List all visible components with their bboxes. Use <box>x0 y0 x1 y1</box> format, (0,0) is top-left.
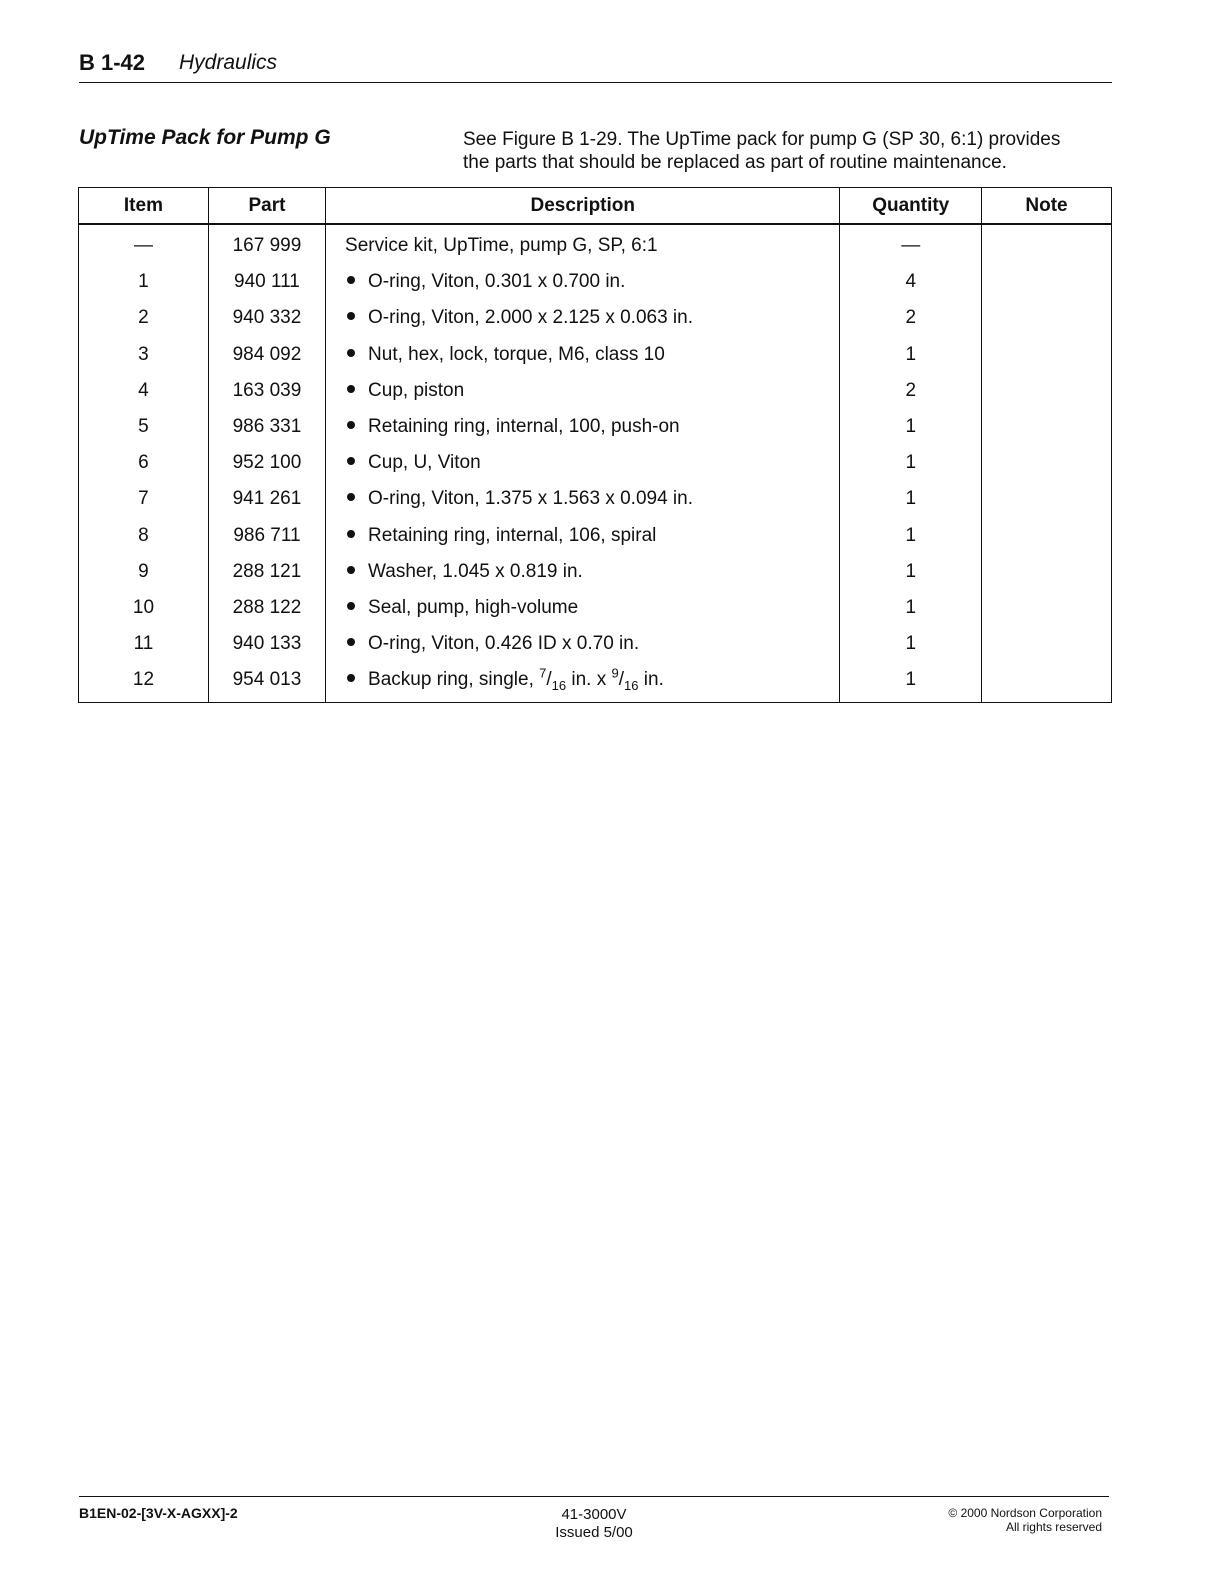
item-cell: 12 <box>79 662 209 703</box>
table-row <box>79 626 1112 662</box>
description-cell: Backup ring, single, $^7/_{16}$ in. x $^9/_{16}$ in. <box>326 662 840 703</box>
note-cell <box>981 662 1111 703</box>
note-cell <box>981 445 1111 481</box>
table-row <box>79 554 1112 590</box>
description-text: O-ring, Viton, 0.426 ID x 0.70 in. <box>368 633 640 655</box>
bullet-icon <box>347 674 355 682</box>
item-cell: 5 <box>79 409 209 445</box>
description-text: Retaining ring, internal, 106, spiral <box>368 524 657 546</box>
page-code: B 1-42 <box>79 50 146 75</box>
quantity-cell: 1 <box>840 554 982 590</box>
description-cell <box>326 409 840 445</box>
description-text: O-ring, Viton, 1.375 x 1.563 x 0.094 in. <box>368 488 693 510</box>
bullet-icon <box>347 276 355 284</box>
issue-date: Issued 5/00 <box>555 1524 633 1541</box>
parts-table-body <box>79 224 1112 703</box>
description-text: Cup, U, Viton <box>368 452 481 474</box>
item-cell: 8 <box>79 518 209 554</box>
item-cell: 6 <box>79 445 209 481</box>
rights-line: All rights reserved <box>1005 1520 1102 1534</box>
item-cell: 9 <box>79 554 209 590</box>
bullet-icon <box>347 457 355 465</box>
bullet-icon <box>347 566 355 574</box>
description-cell <box>326 445 840 481</box>
bullet-icon <box>347 638 355 646</box>
table-row <box>79 373 1112 409</box>
note-cell <box>981 409 1111 445</box>
section-title: UpTime Pack for Pump G <box>79 126 331 149</box>
description-cell <box>326 337 840 373</box>
bullet-icon <box>347 530 355 538</box>
item-cell: 4 <box>79 373 209 409</box>
part-number-cell: 163 039 <box>208 373 325 409</box>
description-cell <box>326 224 840 264</box>
header-note: Note <box>981 188 1111 225</box>
table-row <box>79 300 1112 336</box>
part-number-cell: 941 261 <box>208 481 325 517</box>
bullet-icon <box>347 312 355 320</box>
description-cell <box>326 590 840 626</box>
manual-number: 41-3000V <box>561 1506 627 1523</box>
description-text: in. x <box>566 669 612 691</box>
page-header <box>79 48 1112 83</box>
item-cell: 11 <box>79 626 209 662</box>
quantity-cell: 1 <box>840 626 982 662</box>
part-number-cell: 288 122 <box>208 590 325 626</box>
item-cell: 10 <box>79 590 209 626</box>
bullet-icon <box>347 421 355 429</box>
note-cell <box>981 554 1111 590</box>
table-row <box>79 264 1112 300</box>
intro-line: See Figure B 1-29. The UpTime pack for pump G (SP 30, 6:1) provides <box>463 129 1061 150</box>
fraction-numerator: 7 <box>539 666 547 682</box>
table-row <box>79 662 1112 703</box>
description-cell <box>326 373 840 409</box>
note-cell <box>981 626 1111 662</box>
quantity-cell: 1 <box>840 590 982 626</box>
description-text: Retaining ring, internal, 100, push-on <box>368 416 680 438</box>
table-row <box>79 409 1112 445</box>
copyright-line: © 2000 Nordson Corporation <box>948 1506 1102 1520</box>
part-number-cell: 986 331 <box>208 409 325 445</box>
quantity-cell: 1 <box>840 481 982 517</box>
description-cell <box>326 300 840 336</box>
description-text: in. <box>638 669 664 691</box>
description-text: O-ring, Viton, 0.301 x 0.700 in. <box>368 271 626 293</box>
header-description: Description <box>326 188 840 225</box>
quantity-cell: 2 <box>840 300 982 336</box>
item-cell: 1 <box>79 264 209 300</box>
bullet-icon <box>347 602 355 610</box>
quantity-cell: 1 <box>840 662 982 703</box>
item-cell: 2 <box>79 300 209 336</box>
header-quantity: Quantity <box>840 188 982 225</box>
description-cell <box>326 626 840 662</box>
quantity-cell: 1 <box>840 518 982 554</box>
description-text: Nut, hex, lock, torque, M6, class 10 <box>368 343 665 365</box>
fraction-denominator: 16 <box>624 678 639 694</box>
manual-info <box>519 1506 669 1542</box>
bullet-icon <box>347 349 355 357</box>
header-part: Part <box>208 188 325 225</box>
table-row <box>79 518 1112 554</box>
quantity-cell: — <box>840 224 982 264</box>
note-cell <box>981 337 1111 373</box>
bullet-icon <box>347 385 355 393</box>
header-item: Item <box>79 188 209 225</box>
quantity-cell: 2 <box>840 373 982 409</box>
note-cell <box>981 300 1111 336</box>
bullet-icon <box>347 493 355 501</box>
document-code: B1EN-02-[3V-X-AGXX]-2 <box>79 1505 238 1521</box>
item-cell: 7 <box>79 481 209 517</box>
part-number-cell: 984 092 <box>208 337 325 373</box>
description-text: O-ring, Viton, 2.000 x 2.125 x 0.063 in. <box>368 307 693 329</box>
note-cell <box>981 518 1111 554</box>
note-cell <box>981 264 1111 300</box>
table-row <box>79 445 1112 481</box>
item-cell: — <box>79 224 209 264</box>
description-text: Cup, piston <box>368 379 465 401</box>
copyright-notice <box>948 1506 1102 1534</box>
quantity-cell: 1 <box>840 337 982 373</box>
note-cell <box>981 481 1111 517</box>
fraction-numerator: 9 <box>611 666 619 682</box>
description-text: Seal, pump, high-volume <box>368 596 579 618</box>
part-number-cell: 940 133 <box>208 626 325 662</box>
description-text: Service kit, UpTime, pump G, SP, 6:1 <box>345 235 658 257</box>
table-row <box>79 481 1112 517</box>
description-cell <box>326 481 840 517</box>
table-row <box>79 224 1112 264</box>
description-text: Washer, 1.045 x 0.819 in. <box>368 560 583 582</box>
part-number-cell: 940 332 <box>208 300 325 336</box>
note-cell <box>981 224 1111 264</box>
parts-table <box>78 187 1112 703</box>
table-row <box>79 337 1112 373</box>
description-cell <box>326 264 840 300</box>
table-header-row <box>79 188 1112 225</box>
note-cell <box>981 373 1111 409</box>
description-text: Backup ring, single, <box>368 669 540 691</box>
part-number-cell: 940 111 <box>208 264 325 300</box>
table-row <box>79 590 1112 626</box>
quantity-cell: 1 <box>840 445 982 481</box>
intro-paragraph <box>463 128 1123 174</box>
chapter-title: Hydraulics <box>179 51 278 74</box>
description-cell <box>326 554 840 590</box>
note-cell <box>981 590 1111 626</box>
part-number-cell: 952 100 <box>208 445 325 481</box>
quantity-cell: 1 <box>840 409 982 445</box>
page-footer <box>79 1496 1109 1547</box>
part-number-cell: 986 711 <box>208 518 325 554</box>
part-number-cell: 288 121 <box>208 554 325 590</box>
part-number-cell: 167 999 <box>208 224 325 264</box>
fraction-denominator: 16 <box>551 678 567 694</box>
intro-line: the parts that should be replaced as part of routine maintenance. <box>463 152 1007 173</box>
item-cell: 3 <box>79 337 209 373</box>
description-cell <box>326 518 840 554</box>
quantity-cell: 4 <box>840 264 982 300</box>
part-number-cell: 954 013 <box>208 662 325 703</box>
